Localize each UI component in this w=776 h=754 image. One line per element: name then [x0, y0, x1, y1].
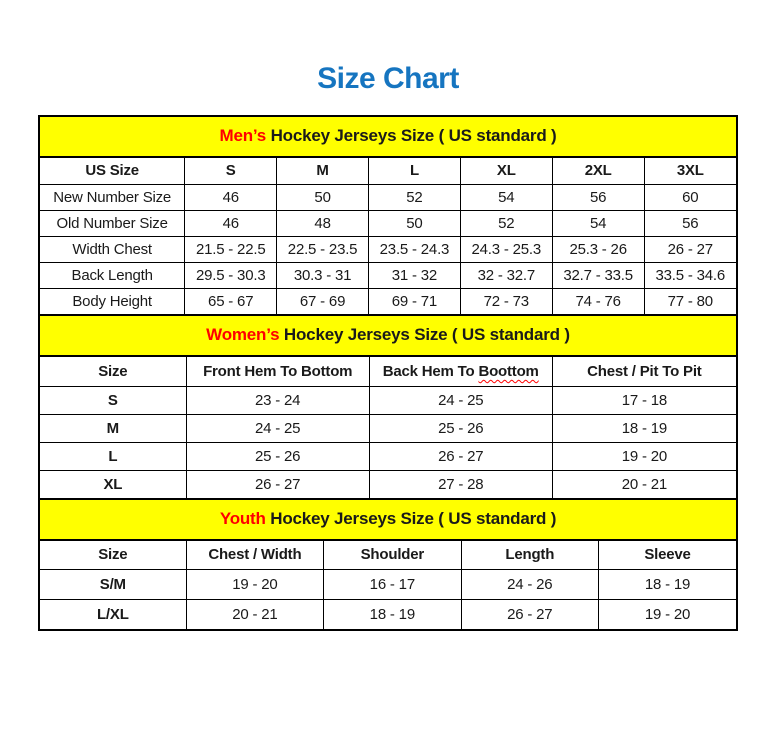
- row-label: L: [40, 442, 186, 470]
- cell: 54: [552, 210, 644, 236]
- cell: 29.5 - 30.3: [185, 262, 277, 288]
- cell: 23.5 - 24.3: [369, 236, 461, 262]
- row-label: Body Height: [40, 288, 185, 314]
- row-label: Back Length: [40, 262, 185, 288]
- table-row: [40, 414, 736, 442]
- womens-size-table: [40, 357, 736, 498]
- row-label: L/XL: [40, 599, 186, 629]
- cell: 27 - 28: [369, 470, 552, 498]
- row-label: XL: [40, 470, 186, 498]
- column-header: 3XL: [644, 158, 736, 184]
- cell: 18 - 19: [324, 599, 461, 629]
- cell: 22.5 - 23.5: [277, 236, 369, 262]
- column-header: Shoulder: [324, 541, 461, 569]
- column-header: 2XL: [552, 158, 644, 184]
- cell: 17 - 18: [552, 386, 736, 414]
- cell: 54: [460, 184, 552, 210]
- cell: 24 - 25: [186, 414, 369, 442]
- youth-size-table: [40, 541, 736, 629]
- column-header-text: Back Hem To: [382, 362, 475, 380]
- cell: 52: [460, 210, 552, 236]
- cell: 56: [644, 210, 736, 236]
- column-header: Size: [40, 357, 186, 386]
- column-header: US Size: [40, 158, 185, 184]
- column-header: Front Hem To Bottom: [186, 357, 369, 386]
- section-title-youth-rest: Hockey Jerseys Size ( US standard ): [270, 509, 557, 528]
- mens-size-table: [40, 158, 736, 314]
- cell: 16 - 17: [324, 569, 461, 599]
- cell: 25 - 26: [186, 442, 369, 470]
- section-title-womens-rest: Hockey Jerseys Size ( US standard ): [283, 325, 570, 344]
- column-header: S: [185, 158, 277, 184]
- column-header: [369, 357, 552, 386]
- row-label: Old Number Size: [40, 210, 185, 236]
- table-row: [40, 288, 736, 314]
- cell: 31 - 32: [369, 262, 461, 288]
- table-row: [40, 470, 736, 498]
- table-row: [40, 210, 736, 236]
- row-label: New Number Size: [40, 184, 185, 210]
- cell: 67 - 69: [277, 288, 369, 314]
- column-header: Sleeve: [599, 541, 736, 569]
- cell: 74 - 76: [552, 288, 644, 314]
- table-row: [40, 386, 736, 414]
- table-row: [40, 442, 736, 470]
- cell: 50: [369, 210, 461, 236]
- column-header: Chest / Width: [186, 541, 323, 569]
- cell: 33.5 - 34.6: [644, 262, 736, 288]
- cell: 24 - 25: [369, 386, 552, 414]
- cell: 21.5 - 22.5: [185, 236, 277, 262]
- cell: 32 - 32.7: [460, 262, 552, 288]
- row-label: Width Chest: [40, 236, 185, 262]
- column-header: L: [369, 158, 461, 184]
- section-title-youth-highlight: Youth: [219, 509, 266, 528]
- cell: 26 - 27: [461, 599, 598, 629]
- cell: 56: [552, 184, 644, 210]
- header-row: [40, 158, 736, 184]
- table-row: [40, 262, 736, 288]
- cell: 32.7 - 33.5: [552, 262, 644, 288]
- cell: 19 - 20: [599, 599, 736, 629]
- row-label: S: [40, 386, 186, 414]
- misspelled-word-spellcheck: Boottom: [478, 362, 539, 380]
- cell: 46: [185, 184, 277, 210]
- table-row: [40, 184, 736, 210]
- section-title-mens: [40, 117, 736, 158]
- page-title: Size Chart: [317, 62, 459, 95]
- header-row: [40, 357, 736, 386]
- cell: 26 - 27: [644, 236, 736, 262]
- cell: 18 - 19: [599, 569, 736, 599]
- table-row: [40, 599, 736, 629]
- row-label: S/M: [40, 569, 186, 599]
- section-title-youth: [40, 498, 736, 541]
- cell: 19 - 20: [186, 569, 323, 599]
- section-title-mens-rest: Hockey Jerseys Size ( US standard ): [270, 126, 557, 145]
- row-label: M: [40, 414, 186, 442]
- cell: 69 - 71: [369, 288, 461, 314]
- section-title-womens: [40, 314, 736, 357]
- cell: 23 - 24: [186, 386, 369, 414]
- cell: 25.3 - 26: [552, 236, 644, 262]
- cell: 26 - 27: [369, 442, 552, 470]
- column-header: XL: [460, 158, 552, 184]
- cell: 26 - 27: [186, 470, 369, 498]
- cell: 25 - 26: [369, 414, 552, 442]
- cell: 24.3 - 25.3: [460, 236, 552, 262]
- column-header: Length: [461, 541, 598, 569]
- cell: 48: [277, 210, 369, 236]
- cell: 72 - 73: [460, 288, 552, 314]
- table-row: [40, 569, 736, 599]
- cell: 50: [277, 184, 369, 210]
- cell: 60: [644, 184, 736, 210]
- cell: 30.3 - 31: [277, 262, 369, 288]
- cell: 77 - 80: [644, 288, 736, 314]
- cell: 20 - 21: [552, 470, 736, 498]
- table-row: [40, 236, 736, 262]
- section-title-womens-highlight: Women’s: [206, 325, 280, 344]
- header-row: [40, 541, 736, 569]
- column-header: Chest / Pit To Pit: [552, 357, 736, 386]
- cell: 46: [185, 210, 277, 236]
- column-header: M: [277, 158, 369, 184]
- cell: 18 - 19: [552, 414, 736, 442]
- cell: 19 - 20: [552, 442, 736, 470]
- cell: 20 - 21: [186, 599, 323, 629]
- cell: 52: [369, 184, 461, 210]
- column-header: Size: [40, 541, 186, 569]
- cell: 65 - 67: [185, 288, 277, 314]
- section-title-mens-highlight: Men’s: [219, 126, 267, 145]
- size-chart: [38, 115, 738, 631]
- cell: 24 - 26: [461, 569, 598, 599]
